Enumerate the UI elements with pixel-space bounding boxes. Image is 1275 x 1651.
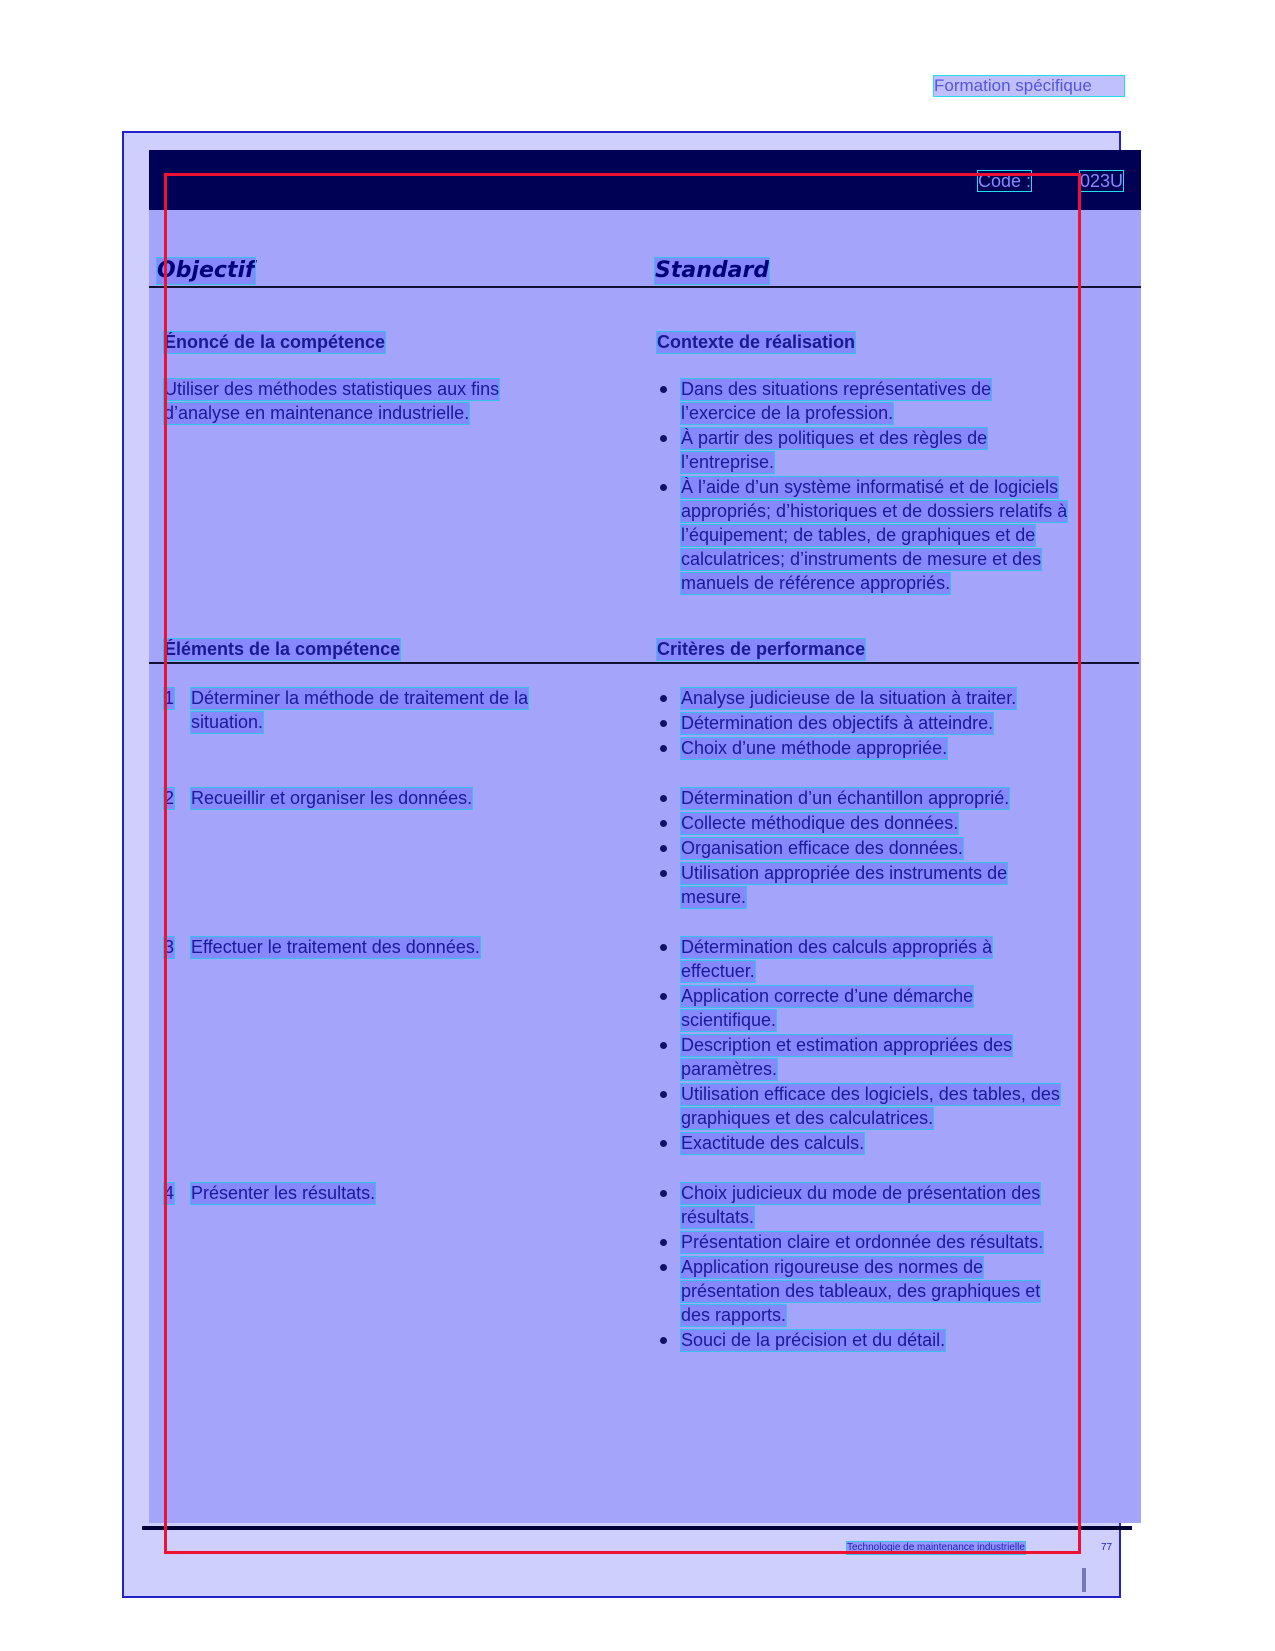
bullet-icon — [660, 435, 667, 442]
criterion-line: Détermination d’un échantillon approprié. — [681, 788, 1010, 808]
criterion-line: Application rigoureuse des normes de — [681, 1257, 984, 1277]
bullet-icon — [660, 720, 667, 727]
bullet-icon — [660, 1264, 667, 1271]
element-line: Présenter les résultats. — [191, 1183, 376, 1203]
bullet-icon — [660, 1239, 667, 1246]
criterion-line: Application correcte d’une démarche — [681, 986, 974, 1006]
context-line: l’équipement; de tables, de graphiques et de — [681, 525, 1036, 545]
criterion-line: Choix judicieux du mode de présentation des — [681, 1183, 1041, 1203]
criterion-line: Utilisation efficace des logiciels, des tables, des — [681, 1084, 1060, 1104]
criterion-line: Analyse judicieuse de la situation à traiter. — [681, 688, 1017, 708]
element-number: 3 — [164, 937, 175, 957]
section-rule — [149, 662, 1139, 664]
element-number: 2 — [164, 788, 175, 808]
criterion-line: résultats. — [681, 1207, 755, 1227]
statement-line: d’analyse en maintenance industrielle. — [164, 403, 470, 423]
criterion-line: mesure. — [681, 887, 747, 907]
footer-mark — [1082, 1568, 1086, 1592]
elements-heading: Éléments de la compétence — [164, 639, 401, 659]
element-line: Déterminer la méthode de traitement de la — [191, 688, 529, 708]
criterion-line: Utilisation appropriée des instruments de — [681, 863, 1008, 883]
context-heading: Contexte de réalisation — [657, 332, 856, 352]
standard-heading: Standard — [655, 258, 770, 283]
context-line: manuels de référence appropriés. — [681, 573, 951, 593]
context-line: À partir des politiques et des règles de — [681, 428, 988, 448]
bullet-icon — [660, 795, 667, 802]
criterion-line: Détermination des objectifs à atteindre. — [681, 713, 994, 733]
context-line: l’entreprise. — [681, 452, 775, 472]
code-value: 023U — [1080, 171, 1124, 191]
objective-heading: Objectif — [157, 258, 255, 283]
criterion-line: effectuer. — [681, 961, 755, 981]
criterion-line: Description et estimation appropriées des — [681, 1035, 1013, 1055]
criterion-line: scientifique. — [681, 1010, 777, 1030]
criterion-line: Souci de la précision et du détail. — [681, 1330, 946, 1350]
criterion-line: Présentation claire et ordonnée des résultats. — [681, 1232, 1044, 1252]
bullet-icon — [660, 695, 667, 702]
bullet-icon — [660, 1042, 667, 1049]
program-label: Formation spécifique — [934, 76, 1124, 96]
bullet-icon — [660, 944, 667, 951]
bullet-icon — [660, 993, 667, 1000]
element-number: 1 — [164, 688, 175, 708]
criterion-line: Choix d’une méthode appropriée. — [681, 738, 948, 758]
bullet-icon — [660, 1190, 667, 1197]
criterion-line: Détermination des calculs appropriés à — [681, 937, 993, 957]
bullet-icon — [660, 1140, 667, 1147]
bullet-icon — [660, 745, 667, 752]
bullet-icon — [660, 386, 667, 393]
context-line: l’exercice de la profession. — [681, 403, 894, 423]
context-line: À l’aide d’un système informatisé et de logiciels — [681, 477, 1059, 497]
criteria-heading: Critères de performance — [657, 639, 866, 659]
heading-rule — [149, 286, 1141, 288]
context-line: Dans des situations représentatives de — [681, 379, 992, 399]
criterion-line: Organisation efficace des données. — [681, 838, 963, 858]
bullet-icon — [660, 484, 667, 491]
bullet-icon — [660, 1337, 667, 1344]
footer-title: Technologie de maintenance industrielle — [847, 1542, 1025, 1553]
bullet-icon — [660, 1091, 667, 1098]
criterion-line: présentation des tableaux, des graphiques et — [681, 1281, 1041, 1301]
context-line: calculatrices; d’instruments de mesure et des — [681, 549, 1042, 569]
code-label: Code : — [978, 171, 1032, 191]
page-number: 77 — [1101, 1542, 1113, 1553]
element-number: 4 — [164, 1183, 175, 1203]
bullet-icon — [660, 845, 667, 852]
criterion-line: paramètres. — [681, 1059, 778, 1079]
content-area — [149, 150, 1141, 1523]
element-line: situation. — [191, 712, 264, 732]
element-line: Effectuer le traitement des données. — [191, 937, 480, 957]
criterion-line: des rapports. — [681, 1305, 787, 1325]
element-line: Recueillir et organiser les données. — [191, 788, 473, 808]
criterion-line: graphiques et des calculatrices. — [681, 1108, 934, 1128]
criterion-line: Collecte méthodique des données. — [681, 813, 959, 833]
context-line: appropriés; d’historiques et de dossiers relatifs à — [681, 501, 1068, 521]
statement-line: Utiliser des méthodes statistiques aux fins — [164, 379, 500, 399]
bullet-icon — [660, 820, 667, 827]
footer-rule — [142, 1526, 1132, 1530]
bullet-icon — [660, 870, 667, 877]
criterion-line: Exactitude des calculs. — [681, 1133, 865, 1153]
competence-statement-heading: Énoncé de la compétence — [164, 332, 386, 352]
